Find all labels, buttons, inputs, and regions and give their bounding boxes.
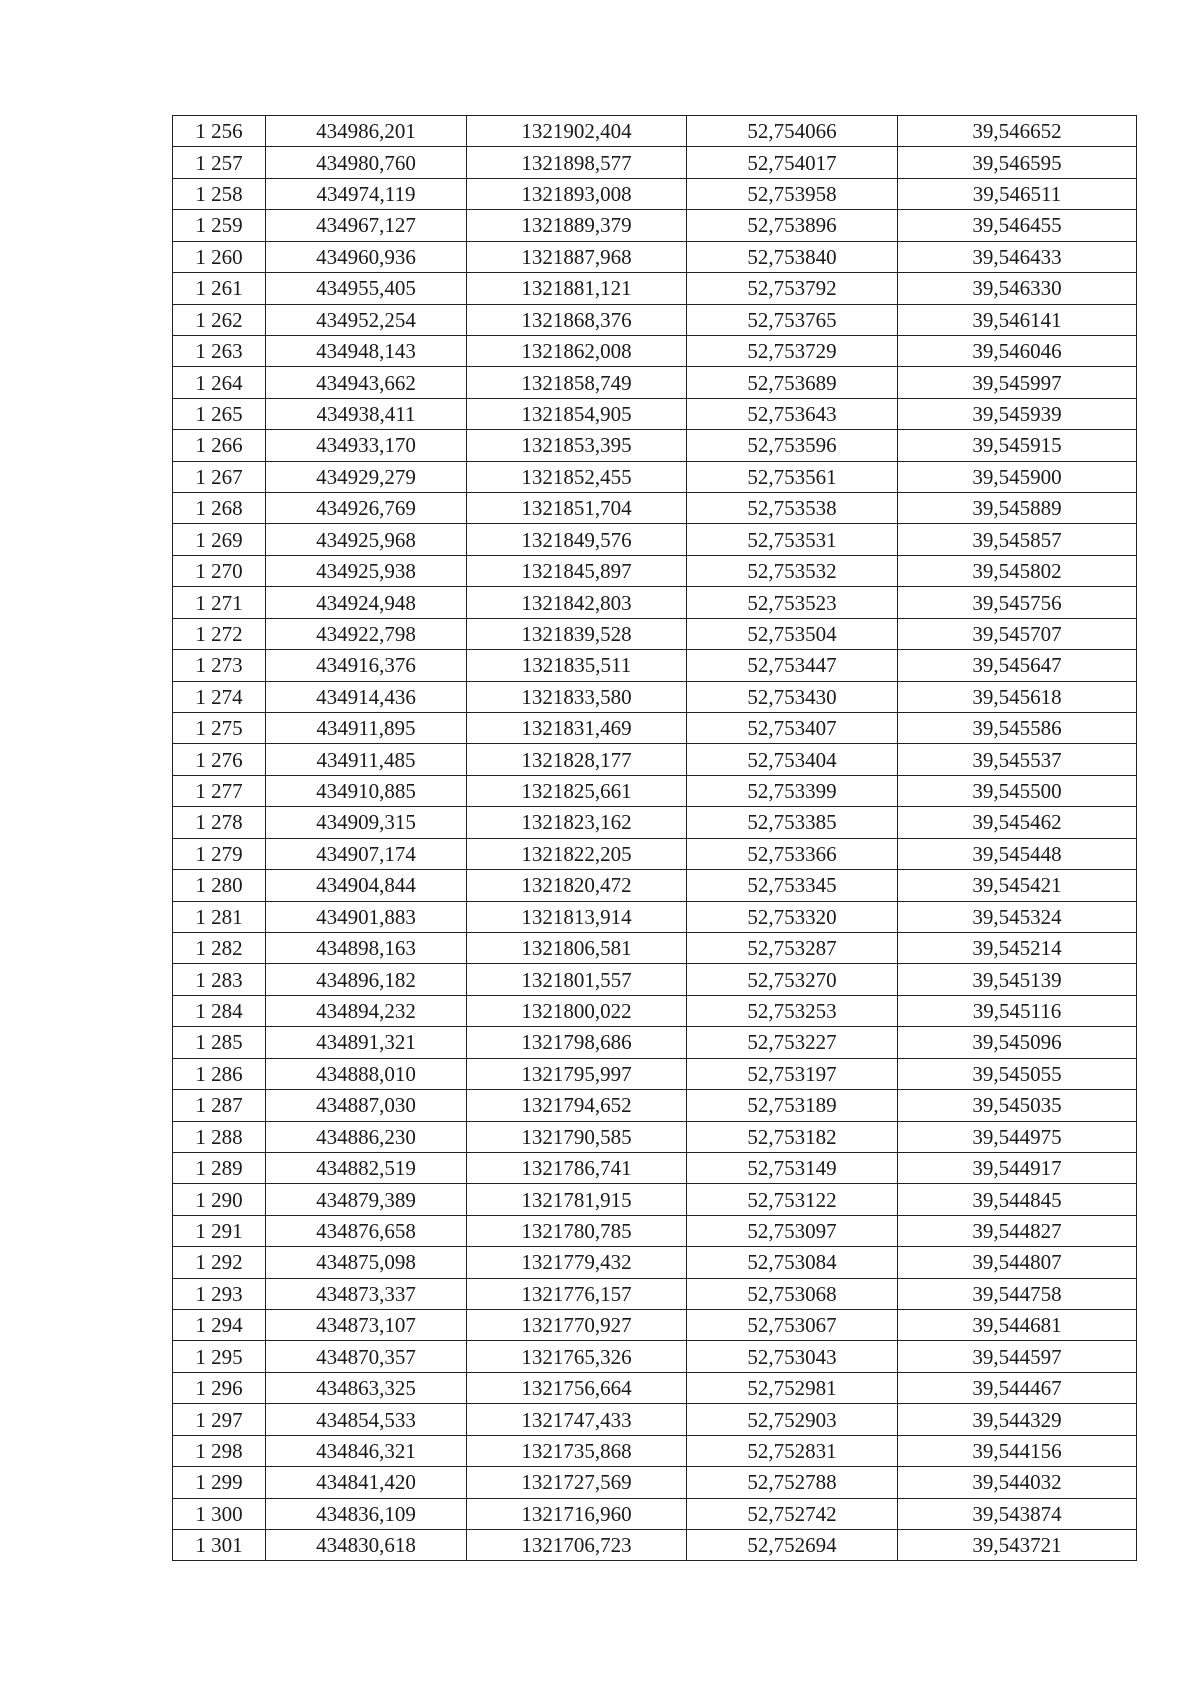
table-row	[173, 335, 1137, 366]
longitude-cell: 39,545997	[898, 367, 1137, 398]
x-coordinate-cell: 434854,533	[266, 1404, 467, 1435]
point-number-cell: 1 259	[173, 210, 266, 241]
y-coordinate-cell: 1321835,511	[467, 650, 687, 681]
point-number-cell: 1 258	[173, 178, 266, 209]
x-coordinate-cell: 434926,769	[266, 493, 467, 524]
y-coordinate-cell: 1321779,432	[467, 1247, 687, 1278]
longitude-cell: 39,546046	[898, 335, 1137, 366]
x-coordinate-cell: 434925,968	[266, 524, 467, 555]
latitude-cell: 52,753122	[687, 1184, 898, 1215]
coordinates-table	[172, 115, 1137, 1561]
table-row	[173, 650, 1137, 681]
longitude-cell: 39,545055	[898, 1058, 1137, 1089]
point-number-cell: 1 289	[173, 1152, 266, 1183]
longitude-cell: 39,545500	[898, 775, 1137, 806]
x-coordinate-cell: 434896,182	[266, 964, 467, 995]
point-number-cell: 1 266	[173, 430, 266, 461]
x-coordinate-cell: 434870,357	[266, 1341, 467, 1372]
table-row	[173, 901, 1137, 932]
latitude-cell: 52,752831	[687, 1435, 898, 1466]
longitude-cell: 39,545756	[898, 587, 1137, 618]
point-number-cell: 1 297	[173, 1404, 266, 1435]
coordinates-table-body	[173, 116, 1137, 1561]
point-number-cell: 1 269	[173, 524, 266, 555]
latitude-cell: 52,753287	[687, 932, 898, 963]
latitude-cell: 52,753399	[687, 775, 898, 806]
latitude-cell: 52,753430	[687, 681, 898, 712]
table-row	[173, 1435, 1137, 1466]
y-coordinate-cell: 1321828,177	[467, 744, 687, 775]
latitude-cell: 52,753084	[687, 1247, 898, 1278]
point-number-cell: 1 277	[173, 775, 266, 806]
y-coordinate-cell: 1321820,472	[467, 870, 687, 901]
x-coordinate-cell: 434882,519	[266, 1152, 467, 1183]
y-coordinate-cell: 1321887,968	[467, 241, 687, 272]
y-coordinate-cell: 1321822,205	[467, 838, 687, 869]
y-coordinate-cell: 1321800,022	[467, 995, 687, 1026]
longitude-cell: 39,543721	[898, 1529, 1137, 1560]
point-number-cell: 1 294	[173, 1310, 266, 1341]
x-coordinate-cell: 434948,143	[266, 335, 467, 366]
x-coordinate-cell: 434901,883	[266, 901, 467, 932]
y-coordinate-cell: 1321786,741	[467, 1152, 687, 1183]
y-coordinate-cell: 1321823,162	[467, 807, 687, 838]
latitude-cell: 52,753197	[687, 1058, 898, 1089]
longitude-cell: 39,546652	[898, 116, 1137, 147]
point-number-cell: 1 290	[173, 1184, 266, 1215]
latitude-cell: 52,753189	[687, 1090, 898, 1121]
latitude-cell: 52,753447	[687, 650, 898, 681]
x-coordinate-cell: 434924,948	[266, 587, 467, 618]
table-row	[173, 273, 1137, 304]
latitude-cell: 52,753840	[687, 241, 898, 272]
y-coordinate-cell: 1321852,455	[467, 461, 687, 492]
y-coordinate-cell: 1321862,008	[467, 335, 687, 366]
point-number-cell: 1 280	[173, 870, 266, 901]
latitude-cell: 52,753320	[687, 901, 898, 932]
point-number-cell: 1 257	[173, 147, 266, 178]
longitude-cell: 39,545139	[898, 964, 1137, 995]
x-coordinate-cell: 434873,337	[266, 1278, 467, 1309]
longitude-cell: 39,545462	[898, 807, 1137, 838]
table-row	[173, 304, 1137, 335]
latitude-cell: 52,753366	[687, 838, 898, 869]
longitude-cell: 39,544681	[898, 1310, 1137, 1341]
table-row	[173, 870, 1137, 901]
table-row	[173, 1467, 1137, 1498]
point-number-cell: 1 295	[173, 1341, 266, 1372]
y-coordinate-cell: 1321735,868	[467, 1435, 687, 1466]
y-coordinate-cell: 1321893,008	[467, 178, 687, 209]
x-coordinate-cell: 434967,127	[266, 210, 467, 241]
table-row	[173, 1404, 1137, 1435]
y-coordinate-cell: 1321765,326	[467, 1341, 687, 1372]
x-coordinate-cell: 434863,325	[266, 1372, 467, 1403]
latitude-cell: 52,753504	[687, 618, 898, 649]
longitude-cell: 39,546595	[898, 147, 1137, 178]
longitude-cell: 39,544917	[898, 1152, 1137, 1183]
longitude-cell: 39,545096	[898, 1027, 1137, 1058]
longitude-cell: 39,545900	[898, 461, 1137, 492]
point-number-cell: 1 300	[173, 1498, 266, 1529]
latitude-cell: 52,753523	[687, 587, 898, 618]
y-coordinate-cell: 1321842,803	[467, 587, 687, 618]
x-coordinate-cell: 434974,119	[266, 178, 467, 209]
latitude-cell: 52,753097	[687, 1215, 898, 1246]
x-coordinate-cell: 434846,321	[266, 1435, 467, 1466]
y-coordinate-cell: 1321706,723	[467, 1529, 687, 1560]
latitude-cell: 52,754066	[687, 116, 898, 147]
table-row	[173, 838, 1137, 869]
table-row	[173, 1529, 1137, 1560]
latitude-cell: 52,753253	[687, 995, 898, 1026]
table-row	[173, 555, 1137, 586]
longitude-cell: 39,546330	[898, 273, 1137, 304]
longitude-cell: 39,545035	[898, 1090, 1137, 1121]
table-row	[173, 1027, 1137, 1058]
longitude-cell: 39,546455	[898, 210, 1137, 241]
longitude-cell: 39,545421	[898, 870, 1137, 901]
longitude-cell: 39,544975	[898, 1121, 1137, 1152]
table-row	[173, 775, 1137, 806]
latitude-cell: 52,752903	[687, 1404, 898, 1435]
table-row	[173, 493, 1137, 524]
y-coordinate-cell: 1321849,576	[467, 524, 687, 555]
table-row	[173, 241, 1137, 272]
latitude-cell: 52,753689	[687, 367, 898, 398]
latitude-cell: 52,754017	[687, 147, 898, 178]
latitude-cell: 52,753896	[687, 210, 898, 241]
longitude-cell: 39,545939	[898, 398, 1137, 429]
table-row	[173, 1278, 1137, 1309]
x-coordinate-cell: 434894,232	[266, 995, 467, 1026]
table-row	[173, 1121, 1137, 1152]
longitude-cell: 39,545618	[898, 681, 1137, 712]
latitude-cell: 52,753531	[687, 524, 898, 555]
latitude-cell: 52,753043	[687, 1341, 898, 1372]
point-number-cell: 1 296	[173, 1372, 266, 1403]
x-coordinate-cell: 434925,938	[266, 555, 467, 586]
y-coordinate-cell: 1321898,577	[467, 147, 687, 178]
x-coordinate-cell: 434933,170	[266, 430, 467, 461]
table-row	[173, 1498, 1137, 1529]
x-coordinate-cell: 434986,201	[266, 116, 467, 147]
longitude-cell: 39,544032	[898, 1467, 1137, 1498]
table-row	[173, 932, 1137, 963]
y-coordinate-cell: 1321854,905	[467, 398, 687, 429]
x-coordinate-cell: 434914,436	[266, 681, 467, 712]
point-number-cell: 1 301	[173, 1529, 266, 1560]
point-number-cell: 1 299	[173, 1467, 266, 1498]
table-row	[173, 1058, 1137, 1089]
table-row	[173, 618, 1137, 649]
point-number-cell: 1 265	[173, 398, 266, 429]
latitude-cell: 52,753958	[687, 178, 898, 209]
point-number-cell: 1 292	[173, 1247, 266, 1278]
y-coordinate-cell: 1321780,785	[467, 1215, 687, 1246]
x-coordinate-cell: 434910,885	[266, 775, 467, 806]
x-coordinate-cell: 434841,420	[266, 1467, 467, 1498]
point-number-cell: 1 270	[173, 555, 266, 586]
latitude-cell: 52,752742	[687, 1498, 898, 1529]
table-row	[173, 1310, 1137, 1341]
table-row	[173, 116, 1137, 147]
x-coordinate-cell: 434955,405	[266, 273, 467, 304]
table-row	[173, 1184, 1137, 1215]
y-coordinate-cell: 1321902,404	[467, 116, 687, 147]
latitude-cell: 52,753345	[687, 870, 898, 901]
point-number-cell: 1 271	[173, 587, 266, 618]
y-coordinate-cell: 1321727,569	[467, 1467, 687, 1498]
x-coordinate-cell: 434929,279	[266, 461, 467, 492]
longitude-cell: 39,544467	[898, 1372, 1137, 1403]
point-number-cell: 1 273	[173, 650, 266, 681]
latitude-cell: 52,753407	[687, 713, 898, 744]
point-number-cell: 1 275	[173, 713, 266, 744]
latitude-cell: 52,753182	[687, 1121, 898, 1152]
table-row	[173, 147, 1137, 178]
latitude-cell: 52,753729	[687, 335, 898, 366]
table-row	[173, 713, 1137, 744]
latitude-cell: 52,752788	[687, 1467, 898, 1498]
x-coordinate-cell: 434879,389	[266, 1184, 467, 1215]
latitude-cell: 52,753596	[687, 430, 898, 461]
longitude-cell: 39,544156	[898, 1435, 1137, 1466]
longitude-cell: 39,544758	[898, 1278, 1137, 1309]
latitude-cell: 52,753270	[687, 964, 898, 995]
longitude-cell: 39,545116	[898, 995, 1137, 1026]
latitude-cell: 52,752694	[687, 1529, 898, 1560]
longitude-cell: 39,545707	[898, 618, 1137, 649]
latitude-cell: 52,753227	[687, 1027, 898, 1058]
longitude-cell: 39,546433	[898, 241, 1137, 272]
point-number-cell: 1 267	[173, 461, 266, 492]
longitude-cell: 39,545586	[898, 713, 1137, 744]
table-row	[173, 210, 1137, 241]
x-coordinate-cell: 434830,618	[266, 1529, 467, 1560]
point-number-cell: 1 279	[173, 838, 266, 869]
y-coordinate-cell: 1321881,121	[467, 273, 687, 304]
x-coordinate-cell: 434922,798	[266, 618, 467, 649]
latitude-cell: 52,752981	[687, 1372, 898, 1403]
table-row	[173, 681, 1137, 712]
point-number-cell: 1 262	[173, 304, 266, 335]
longitude-cell: 39,545647	[898, 650, 1137, 681]
y-coordinate-cell: 1321806,581	[467, 932, 687, 963]
point-number-cell: 1 291	[173, 1215, 266, 1246]
longitude-cell: 39,545324	[898, 901, 1137, 932]
y-coordinate-cell: 1321831,469	[467, 713, 687, 744]
y-coordinate-cell: 1321790,585	[467, 1121, 687, 1152]
x-coordinate-cell: 434886,230	[266, 1121, 467, 1152]
y-coordinate-cell: 1321868,376	[467, 304, 687, 335]
x-coordinate-cell: 434887,030	[266, 1090, 467, 1121]
latitude-cell: 52,753149	[687, 1152, 898, 1183]
longitude-cell: 39,545857	[898, 524, 1137, 555]
point-number-cell: 1 276	[173, 744, 266, 775]
x-coordinate-cell: 434904,844	[266, 870, 467, 901]
y-coordinate-cell: 1321845,897	[467, 555, 687, 586]
y-coordinate-cell: 1321716,960	[467, 1498, 687, 1529]
x-coordinate-cell: 434911,485	[266, 744, 467, 775]
x-coordinate-cell: 434888,010	[266, 1058, 467, 1089]
y-coordinate-cell: 1321795,997	[467, 1058, 687, 1089]
table-row	[173, 807, 1137, 838]
longitude-cell: 39,546141	[898, 304, 1137, 335]
x-coordinate-cell: 434980,760	[266, 147, 467, 178]
table-row	[173, 1247, 1137, 1278]
y-coordinate-cell: 1321794,652	[467, 1090, 687, 1121]
longitude-cell: 39,545214	[898, 932, 1137, 963]
table-row	[173, 367, 1137, 398]
table-row	[173, 744, 1137, 775]
point-number-cell: 1 278	[173, 807, 266, 838]
y-coordinate-cell: 1321851,704	[467, 493, 687, 524]
x-coordinate-cell: 434911,895	[266, 713, 467, 744]
x-coordinate-cell: 434875,098	[266, 1247, 467, 1278]
table-row	[173, 964, 1137, 995]
longitude-cell: 39,543874	[898, 1498, 1137, 1529]
table-row	[173, 430, 1137, 461]
x-coordinate-cell: 434938,411	[266, 398, 467, 429]
point-number-cell: 1 293	[173, 1278, 266, 1309]
longitude-cell: 39,545915	[898, 430, 1137, 461]
x-coordinate-cell: 434891,321	[266, 1027, 467, 1058]
point-number-cell: 1 264	[173, 367, 266, 398]
point-number-cell: 1 286	[173, 1058, 266, 1089]
table-row	[173, 587, 1137, 618]
point-number-cell: 1 263	[173, 335, 266, 366]
y-coordinate-cell: 1321889,379	[467, 210, 687, 241]
y-coordinate-cell: 1321781,915	[467, 1184, 687, 1215]
y-coordinate-cell: 1321858,749	[467, 367, 687, 398]
x-coordinate-cell: 434873,107	[266, 1310, 467, 1341]
table-row	[173, 1090, 1137, 1121]
longitude-cell: 39,544845	[898, 1184, 1137, 1215]
table-row	[173, 1341, 1137, 1372]
longitude-cell: 39,546511	[898, 178, 1137, 209]
longitude-cell: 39,544827	[898, 1215, 1137, 1246]
longitude-cell: 39,545802	[898, 555, 1137, 586]
latitude-cell: 52,753385	[687, 807, 898, 838]
y-coordinate-cell: 1321801,557	[467, 964, 687, 995]
x-coordinate-cell: 434952,254	[266, 304, 467, 335]
point-number-cell: 1 288	[173, 1121, 266, 1152]
longitude-cell: 39,544329	[898, 1404, 1137, 1435]
x-coordinate-cell: 434836,109	[266, 1498, 467, 1529]
point-number-cell: 1 281	[173, 901, 266, 932]
point-number-cell: 1 260	[173, 241, 266, 272]
table-row	[173, 1372, 1137, 1403]
y-coordinate-cell: 1321853,395	[467, 430, 687, 461]
x-coordinate-cell: 434909,315	[266, 807, 467, 838]
latitude-cell: 52,753561	[687, 461, 898, 492]
y-coordinate-cell: 1321813,914	[467, 901, 687, 932]
table-row	[173, 524, 1137, 555]
table-row	[173, 1152, 1137, 1183]
latitude-cell: 52,753792	[687, 273, 898, 304]
x-coordinate-cell: 434943,662	[266, 367, 467, 398]
point-number-cell: 1 268	[173, 493, 266, 524]
latitude-cell: 52,753068	[687, 1278, 898, 1309]
y-coordinate-cell: 1321770,927	[467, 1310, 687, 1341]
x-coordinate-cell: 434916,376	[266, 650, 467, 681]
point-number-cell: 1 287	[173, 1090, 266, 1121]
y-coordinate-cell: 1321825,661	[467, 775, 687, 806]
y-coordinate-cell: 1321776,157	[467, 1278, 687, 1309]
y-coordinate-cell: 1321833,580	[467, 681, 687, 712]
y-coordinate-cell: 1321747,433	[467, 1404, 687, 1435]
latitude-cell: 52,753765	[687, 304, 898, 335]
latitude-cell: 52,753538	[687, 493, 898, 524]
point-number-cell: 1 283	[173, 964, 266, 995]
table-row	[173, 995, 1137, 1026]
point-number-cell: 1 284	[173, 995, 266, 1026]
longitude-cell: 39,545448	[898, 838, 1137, 869]
latitude-cell: 52,753532	[687, 555, 898, 586]
latitude-cell: 52,753643	[687, 398, 898, 429]
table-row	[173, 461, 1137, 492]
y-coordinate-cell: 1321756,664	[467, 1372, 687, 1403]
table-row	[173, 1215, 1137, 1246]
point-number-cell: 1 282	[173, 932, 266, 963]
x-coordinate-cell: 434960,936	[266, 241, 467, 272]
longitude-cell: 39,545537	[898, 744, 1137, 775]
longitude-cell: 39,544597	[898, 1341, 1137, 1372]
y-coordinate-cell: 1321839,528	[467, 618, 687, 649]
table-row	[173, 178, 1137, 209]
point-number-cell: 1 285	[173, 1027, 266, 1058]
x-coordinate-cell: 434898,163	[266, 932, 467, 963]
longitude-cell: 39,544807	[898, 1247, 1137, 1278]
y-coordinate-cell: 1321798,686	[467, 1027, 687, 1058]
point-number-cell: 1 256	[173, 116, 266, 147]
point-number-cell: 1 261	[173, 273, 266, 304]
point-number-cell: 1 272	[173, 618, 266, 649]
x-coordinate-cell: 434907,174	[266, 838, 467, 869]
point-number-cell: 1 298	[173, 1435, 266, 1466]
latitude-cell: 52,753067	[687, 1310, 898, 1341]
longitude-cell: 39,545889	[898, 493, 1137, 524]
latitude-cell: 52,753404	[687, 744, 898, 775]
table-row	[173, 398, 1137, 429]
x-coordinate-cell: 434876,658	[266, 1215, 467, 1246]
point-number-cell: 1 274	[173, 681, 266, 712]
